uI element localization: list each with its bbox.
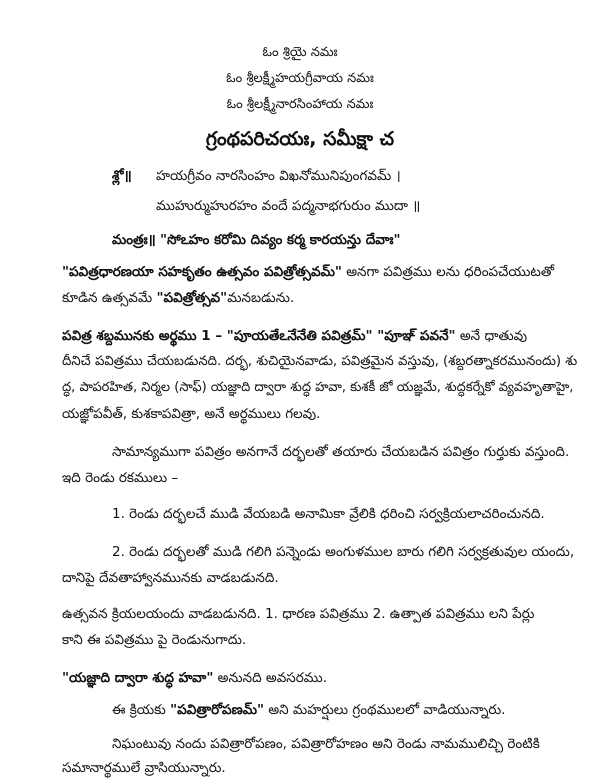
para2-line1 (62, 326, 527, 346)
mantra (112, 230, 401, 250)
list-item-2-line2: దానిపై దేవతాహ్వానమునకు వాడబడునది. (62, 570, 279, 586)
para3-line2: ఇది రెండు రకములు – (62, 470, 179, 486)
mantra-text: "సోఽహం కరోమి దివ్యం కర్మ కారయన్తు దేవాః" (160, 232, 401, 248)
para1-rest: అనగా పవిత్రము లను ధరింపచేయుటతో (341, 264, 555, 280)
mantra-label: మంత్రః॥ (112, 232, 156, 248)
para2-line4: యజ్ఞోపవీత్, కుశకాపవిత్రా, అనే అర్థములు గలవు. (62, 406, 321, 422)
para5-bold: "యజ్ఞాది ద్వారా శుద్ధ హవా" (62, 670, 214, 686)
shloka-line-1: హయగ్రీవం నారసింహం విఖనోమునిపుంగవమ్ । (156, 168, 401, 184)
shloka-line-2: ముహుర్ముహురహం వందే పద్మనాభగురుం ముదా ॥ (156, 198, 421, 214)
list-item-2-line1: 2. రెండు దర్భలతో ముడి గలిగి పన్నెండు అంగుళముల బారు గలిగి సర్వక్రతువుల యందు, (112, 544, 575, 560)
para1-bold: "పవిత్రధారణయా సహకృతం ఉత్సవం పవిత్రోత్సవమ్" (62, 264, 342, 280)
invocation-2: ఓం శ్రీలక్ష్మీహయగ్రీవాయ నమః (226, 71, 374, 86)
invocation-1: ఓం శ్రియై నమః (262, 45, 338, 60)
para5 (62, 668, 327, 688)
para2-bold: పవిత్ర శబ్దమునకు అర్థము 1 – "పూయతేఽనేనేతి పవిత్రమ్" "పూఞ్ పవనే" (62, 328, 456, 344)
page-title: గ్రంథపరిచయః, సమీక్షా చ (205, 128, 395, 150)
para1-line2b: మనబడును. (227, 290, 295, 306)
invocation-3: ఓం శ్రీలక్ష్మీనారసింహాయ నమః (226, 97, 374, 112)
para6-pre: ఈ క్రియకు (112, 702, 171, 718)
shloka-label: శ్లో॥ (112, 168, 132, 184)
para2-line3: ద్ధ, పాపరహిత, నిర్మల (సాఫ్) యజ్ఞాది ద్వారా శుద్ధ హవా, కుశకీ జో యజ్ఞమే, శుద్ధకర్నేకో వ్యవహృతాహై, (62, 380, 574, 395)
para3-line1: సామాన్యముగా పవిత్రం అనగానే దర్భలతో తయారు చేయబడిన పవిత్రం గుర్తుకు వస్తుంది. (112, 444, 570, 460)
para4-line1: ఉత్సవన క్రియలయందు వాడబడునది. 1. ధారణ పవిత్రము 2. ఉత్పాత పవిత్రము లని పేర్లు (62, 606, 535, 622)
para1-line2a: కూడిన ఉత్సవమే (62, 290, 157, 306)
para7-line1: నిఘంటువు నందు పవిత్రారోపణం, పవిత్రారోహణం అని రెండు నామములిచ్చి రెంటికి (112, 736, 540, 752)
para1-line1 (62, 262, 554, 282)
para6-post: అని మహర్షులు గ్రంథములలో వాడియున్నారు. (264, 702, 506, 718)
para1-bold2: "పవిత్రోత్సవ" (156, 290, 228, 306)
para2-line2: దీనిచే పవిత్రము చేయబడునది. దర్భ, శుచియైనవాడు, పవిత్రమైన వస్తువు, (శబ్దరత్నాకరమునందు) శు (62, 354, 578, 369)
para1-line2 (62, 288, 294, 308)
para5-rest: అనునది అవసరము. (213, 670, 328, 686)
para7-line2: సమానార్థములే వ్రాసియున్నారు. (62, 760, 226, 776)
para4-line2: కాని ఈ పవిత్రము పై రెండునుగాదు. (62, 632, 247, 648)
para6-bold: "పవిత్రారోపణమ్" (170, 702, 265, 718)
list-item-1: 1. రెండు దర్భలచే ముడి వేయబడి అనామికా వ్రేలికి ధరించి సర్వక్రియలాచరించునది. (112, 506, 545, 522)
para6 (112, 700, 505, 720)
para2-rest: అనే ధాతువు (455, 328, 528, 344)
